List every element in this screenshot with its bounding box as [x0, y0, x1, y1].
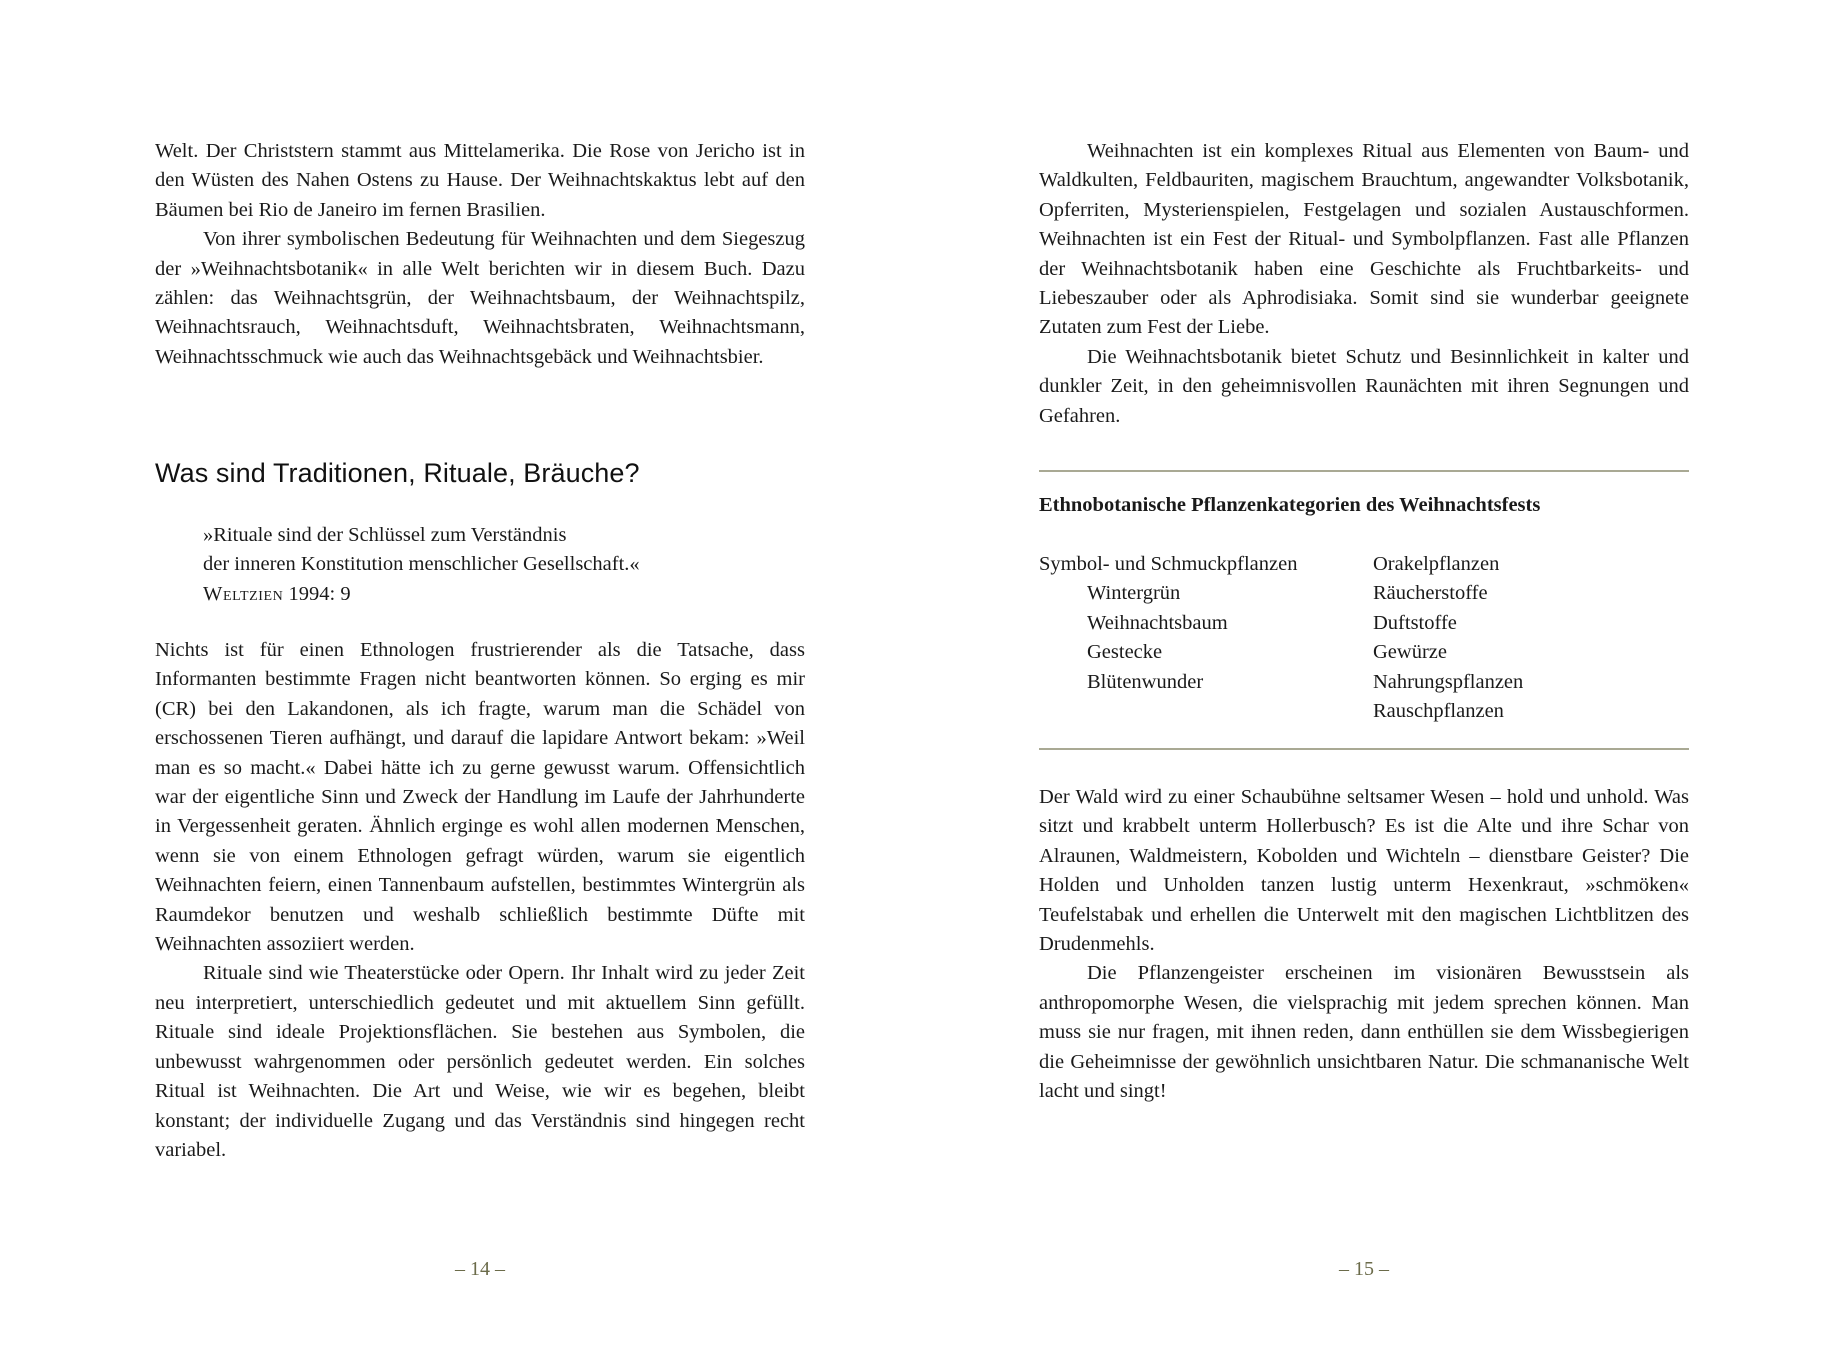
category-column-2 — [1373, 550, 1523, 726]
quote-reference: 1994: 9 — [288, 582, 351, 605]
paragraph: Rituale sind wie Theaterstücke oder Opern. Ihr Inhalt wird zu jeder Zeit neu interpretiert, unterschiedlich gedeutet und mit aktuellem Sinn gefüllt. Rituale sind ideale Projektionsflächen. Sie bestehen aus Symbolen, die unbewusst wahrgenommen oder persönlich gedeutet werden. Ein solches Ritual ist Weihnachten. Die Art und Weise, wie wir es begehen, bleibt konstant; der individuelle Zugang und das Verständnis sind hingegen recht variabel. — [155, 962, 805, 1161]
paragraph: Weihnachten ist ein komplexes Ritual aus Elementen von Baum- und Waldkulten, Feldbauriten, magischem Brauchtum, angewandter Volksbotanik, Opferriten, Mysterienspielen, Festgelagen und sozialen Austauschformen. Weihnachten ist ein Fest der Ritual- und Symbolpflanzen. Fast alle Pflanzen der Weihnachtsbotanik haben eine Geschichte als Fruchtbarkeits- und Liebeszauber oder als Aphrodisiaka. Somit sind sie wunderbar geeignete Zutaten zum Fest der Liebe. — [1039, 140, 1689, 339]
category-heading: Symbol- und Schmuckpflanzen — [1039, 553, 1298, 575]
quote-author: Weltzien — [203, 582, 284, 605]
category-item: Weihnachtsbaum — [1087, 611, 1228, 634]
category-item: Gewürze — [1373, 641, 1447, 664]
paragraph: Die Pflanzengeister erscheinen im visionären Bewusstsein als anthropomorphe Wesen, die vielsprachig mit jedem sprechen können. Man muss sie nur fragen, mit ihnen reden, dann enthüllen sie dem Wissbegierigen die Geheimnisse der gewöhnlich unsichtbaren Natur. Die schmananische Welt lacht und singt! — [1039, 962, 1689, 1103]
box-bottom-rule — [1039, 748, 1689, 750]
main-text-block — [1039, 783, 1689, 1106]
intro-text-block — [155, 137, 805, 372]
category-item: Orakelpflanzen — [1373, 553, 1500, 575]
category-item: Rauschpflanzen — [1373, 700, 1504, 723]
paragraph: Von ihrer symbolischen Bedeutung für Weihnachten und dem Siegeszug der »Weihnachtsbotanik« in alle Welt berichten wir in diesem Buch. Dazu zählen: das Weihnachtsgrün, der Weihnachtsbaum, der Weihnachtspilz, Weihnachtsrauch, Weihnachtsduft, Weihnachtsbraten, Weihnachtsmann, Weihnachtsschmuck wie auch das Weihnachtsgebäck und Weihnachtsbier. — [155, 228, 805, 368]
quote-line: der inneren Konstitution menschlicher Gesellschaft.« — [203, 553, 640, 576]
right-page — [1039, 0, 1689, 1358]
page-number: – 15 – — [1339, 1258, 1389, 1280]
epigraph-quote — [203, 521, 640, 609]
category-item: Wintergrün — [1087, 582, 1181, 605]
box-top-rule — [1039, 470, 1689, 472]
category-item: Gestecke — [1087, 641, 1163, 664]
paragraph: Nichts ist für einen Ethnologen frustrierender als die Tatsache, dass Informanten bestimmte Fragen nicht beantworten können. So erging es mir (CR) bei den Lakandonen, als ich fragte, warum man die Schädel von erschossenen Tieren aufhängt, und darauf die lapidare Antwort bekam: »Weil man es so macht.« Dabei hätte ich zu gerne gewusst warum. Offensichtlich war der eigentliche Sinn und Zweck der Handlung im Laufe der Jahrhunderte in Vergessenheit geraten. Ähnlich erginge es wohl allen modernen Menschen, wenn sie von einem Ethnologen gefragt würden, warum sie eigentlich Weihnachten feiern, einen Tannenbaum aufstellen, bestimmtes Wintergrün als Raumdekor benutzen und weshalb schließlich bestimmte Düfte mit Weihnachten assoziiert werden. — [155, 639, 805, 956]
main-text-block — [155, 636, 805, 1165]
intro-text-block — [1039, 137, 1689, 431]
left-page — [155, 0, 805, 1358]
quote-source — [203, 580, 640, 609]
category-item: Duftstoffe — [1373, 611, 1457, 634]
paragraph: Die Weihnachtsbotanik bietet Schutz und Besinnlichkeit in kalter und dunkler Zeit, in den geheimnisvollen Raunächten mit ihren Segnungen und Gefahren. — [1039, 345, 1689, 427]
box-title: Ethnobotanische Pflanzenkategorien des Weihnachtsfests — [1039, 494, 1541, 516]
quote-line: »Rituale sind der Schlüssel zum Verständnis — [203, 524, 567, 546]
paragraph: Der Wald wird zu einer Schaubühne seltsamer Wesen – hold und unhold. Was sitzt und krabbelt unterm Hollerbusch? Es ist die Alte und ihre Schar von Alraunen, Waldmeistern, Kobolden und Wichteln – dienstbare Geister? Die Holden und Unholden tanzen lustig unterm Hexenkraut, »schmöken« Teufelstabak und erhellen die Unterwelt mit den magischen Lichtblitzen des Drudenmehls. — [1039, 786, 1689, 956]
category-item: Blütenwunder — [1087, 670, 1204, 693]
section-heading: Was sind Traditionen, Rituale, Bräuche? — [155, 458, 640, 488]
category-item: Nahrungspflanzen — [1373, 670, 1524, 693]
page-number: – 14 – — [455, 1258, 505, 1280]
category-item: Räucherstoffe — [1373, 582, 1488, 605]
category-column-1 — [1039, 550, 1297, 697]
paragraph: Welt. Der Christstern stammt aus Mittelamerika. Die Rose von Jericho ist in den Wüsten des Nahen Ostens zu Hause. Der Weihnachtskaktus lebt auf den Bäumen bei Rio de Janeiro im fernen Brasilien. — [155, 140, 805, 221]
